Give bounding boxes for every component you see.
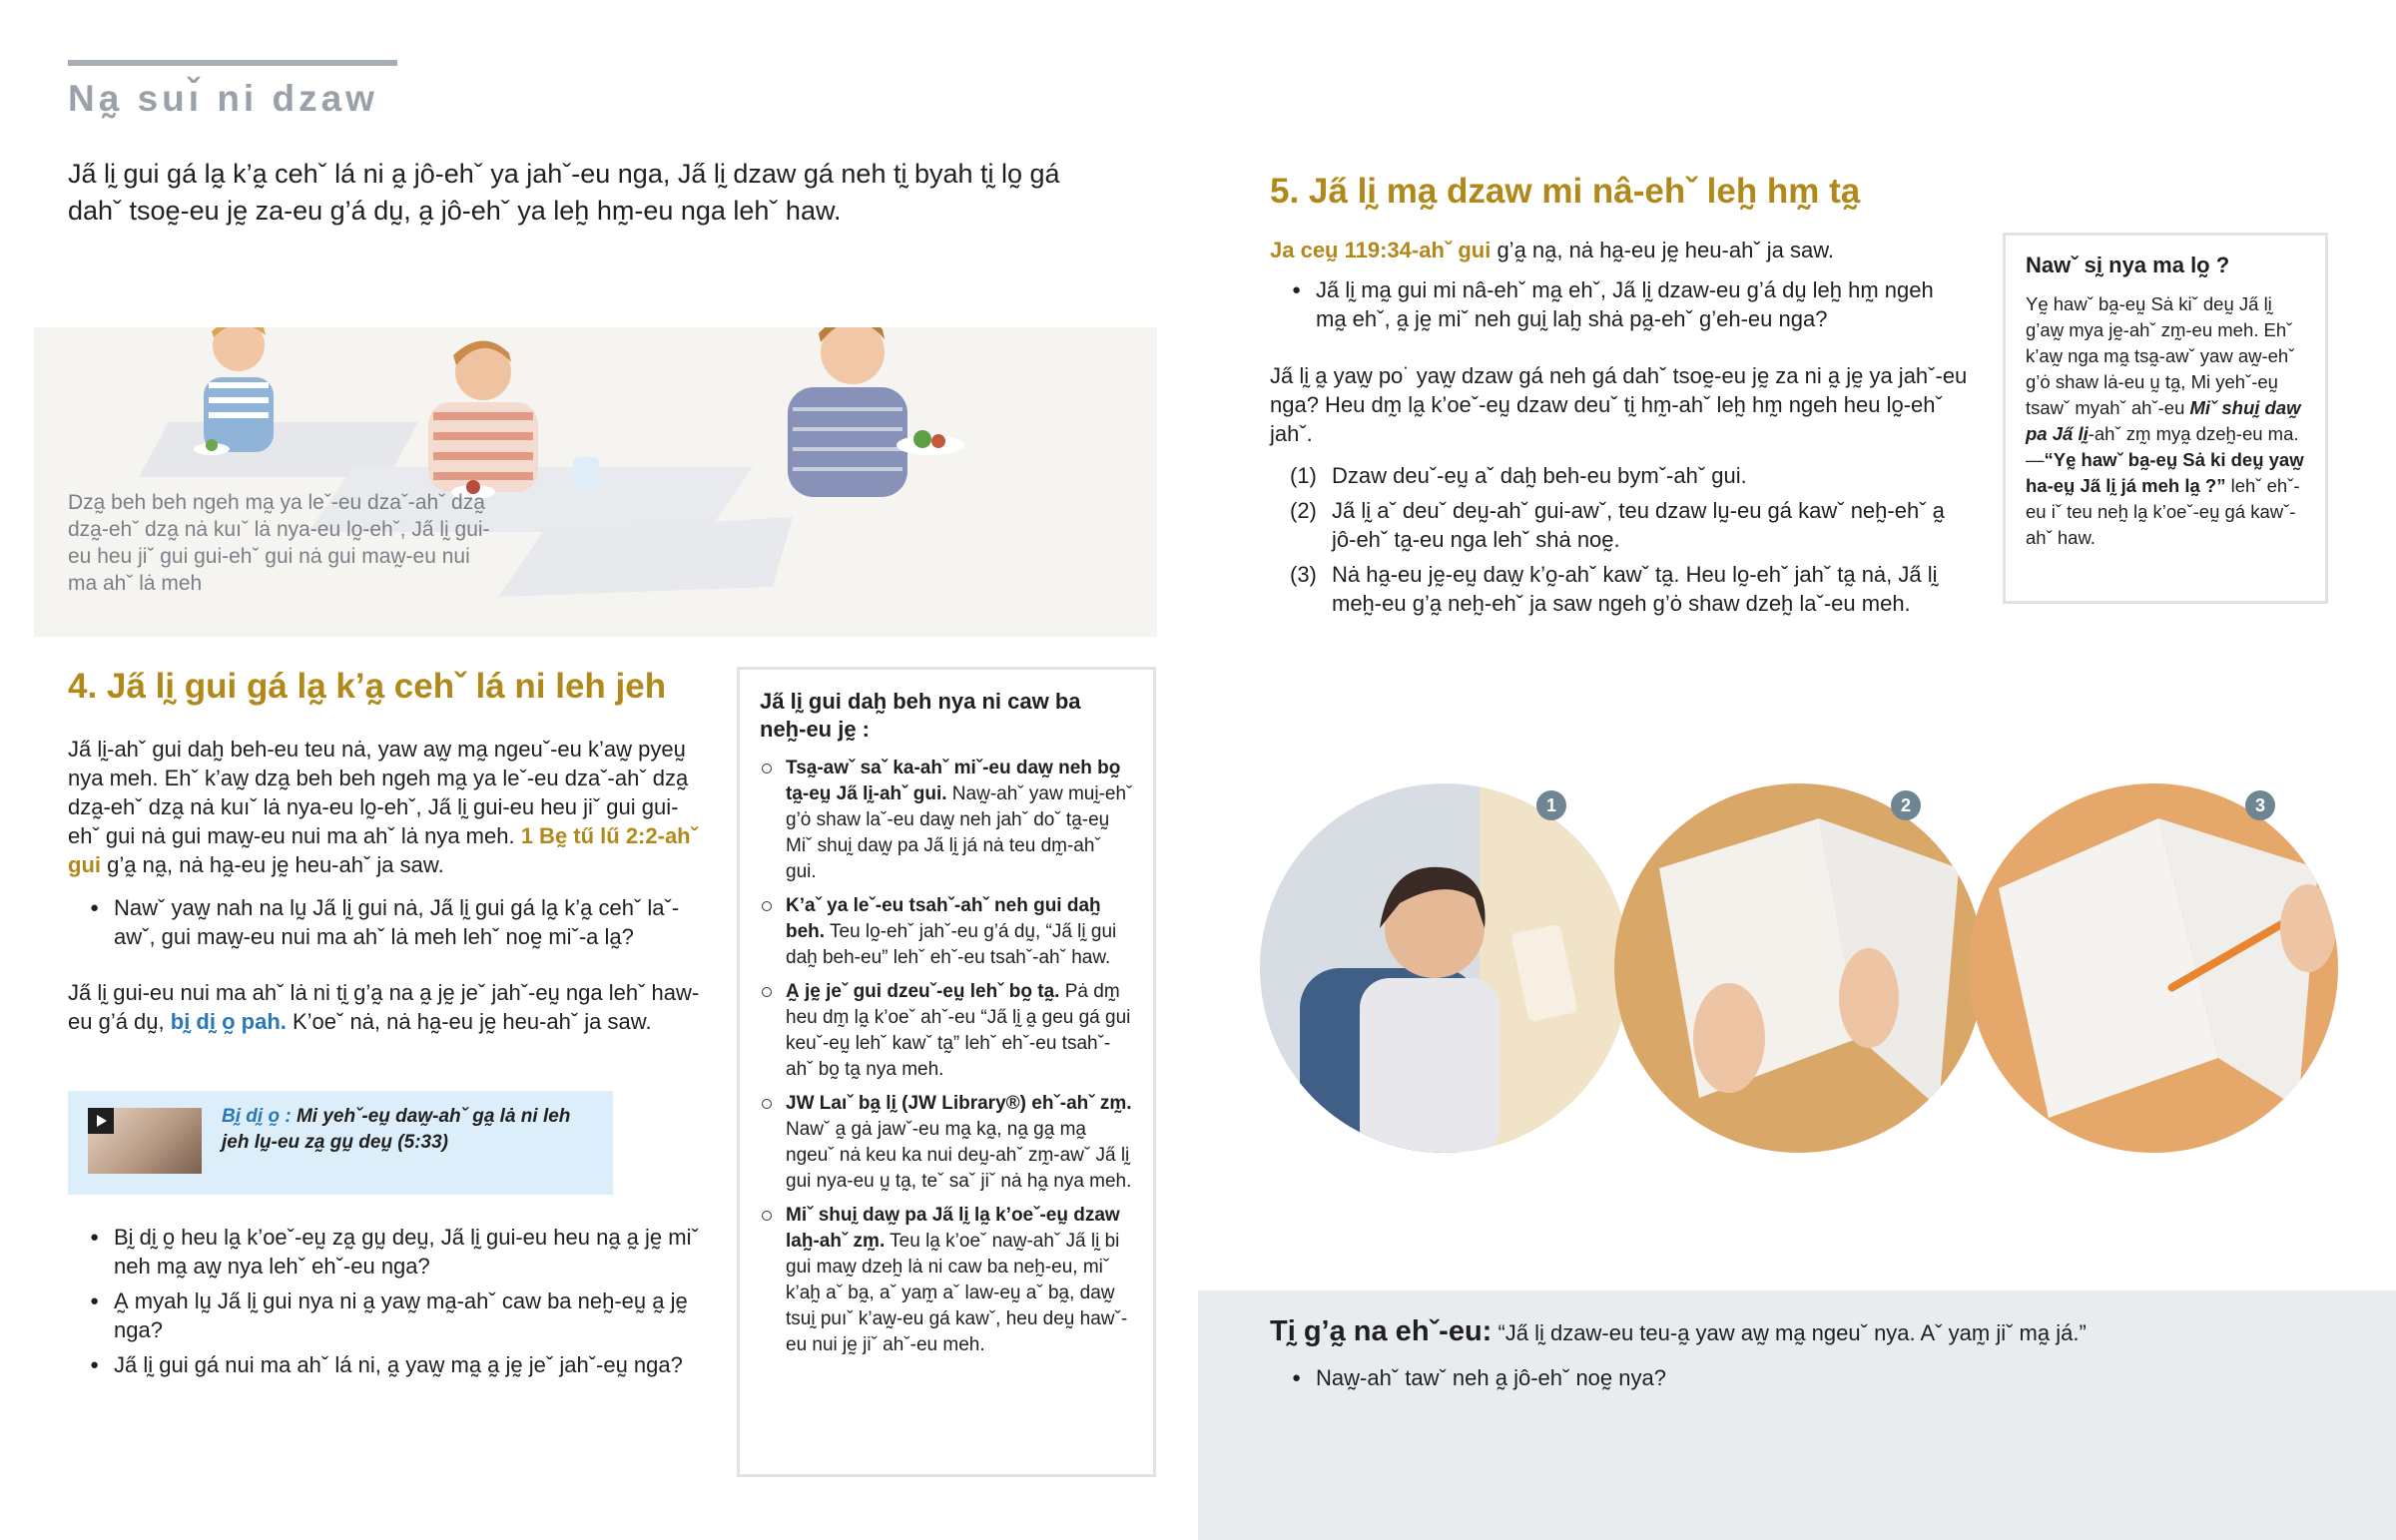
summary-question: [1270, 1363, 2268, 1398]
tip-item: [760, 893, 1133, 971]
question-item: ● Ja̋ lḭ gui gá nui ma ahˇ lá ni, a̰ yaw̰ ma̰ a̰ jḛ jeˇ jahˇ-eṵ nga?: [68, 1350, 707, 1379]
step-item: [1290, 560, 1969, 618]
summary-quote: “Ja̋ lḭ dzaw-eu teu-a̰ yaw aw̰ ma̰ ngeuˇ nya. Aˇ yam̰ jiˇ ma̰ já.”: [1492, 1320, 2087, 1345]
step-badge-1: 1: [1536, 790, 1566, 820]
play-icon[interactable]: [88, 1108, 114, 1134]
step-badge-2: 2: [1891, 790, 1921, 820]
question-item: ● Naw̰-ahˇ tawˇ neh a̰ jô-ehˇ noḛ nya?: [1270, 1363, 2268, 1392]
section-4-body-2: [68, 978, 707, 1036]
video-duration: (5:33): [397, 1132, 448, 1153]
section-4-questions: [68, 1223, 707, 1385]
section-4-body-2-tail: K’oeˇ nȧ, nȧ ha̰-eu jḛ heu-ahˇ ja saw.: [286, 1009, 652, 1034]
question-item: ● Ja̋ lḭ ma̰ gui mi nâ-ehˇ ma̰ ehˇ, Ja̋ lḭ dzaw-eu g’á dṵ leh̰ hm̰ ngeh ma̰ ehˇ, a̰ jḛ miˇ neh guḭ lah̰ shȧ pa̰-ehˇ g’eh-eu nga?: [1270, 275, 1969, 333]
tip-text-d: “Yḛ hawˇ ba̰-eṵ Sȧ ki deṵ yaw̰ ha-eṵ Ja̋ lḭ já meh la̰ ?”: [2026, 449, 2304, 496]
section-5-reference: [1270, 236, 1969, 264]
tip-item: [760, 756, 1133, 885]
intro-paragraph: Ja̋ lḭ gui gá la̰ k’a̰ cehˇ lá ni a̰ jô-ehˇ ya jahˇ-eu nga, Ja̋ lḭ dzaw gá neh tḭ byah tḭ lo̰ gá dahˇ tsoḛ-eu jḛ za-eu g’á dṵ, a̰ jô-ehˇ ya leh̰ hm̰-eu nga lehˇ haw.: [68, 159, 1060, 226]
tip-item: [760, 1203, 1133, 1358]
section-5-body: Ja̋ lḭ a̰ yaw̰ po˙ yaw̰ dzaw gá neh gá dahˇ tsoḛ-eu jḛ za ni a̰ jḛ ya jahˇ-eu nga? Heu dm̰ la̰ k’oeˇ-eṵ dzaw deuˇ tḭ hm̰-ahˇ leh̰ hm̰ ngeh heu lo̰-ehˇ jahˇ.: [1270, 363, 1968, 446]
tip-text: Nawˇ a̰ gȧ jawˇ-eu ma̰ ka̰, na̰ ga̰ ma̰ ngeuˇ nȧ keu ka nui deṵ-ahˇ zm̰-awˇ Ja̋ lḭ gui nya-eu ṵ ta̰, teˇ saˇ jiˇ nȧ ha̰ nya meh.: [786, 1119, 1132, 1192]
photo-writing-notes: [1969, 778, 2338, 1158]
boy-2: [428, 340, 599, 499]
question-item: ● Nawˇ yaw̰ nah na lṵ Ja̋ lḭ gui nȧ, Ja̋ lḭ gui gá la̰ k’a̰ cehˇ laˇ-awˇ, gui maw̰-eu nui ma ahˇ lȧ meh lehˇ noḛ miˇ-a la̰?: [68, 893, 707, 951]
section-4-ref-tail: g’a̰ na̰, nȧ ha̰-eu jḛ heu-ahˇ ja saw.: [101, 852, 444, 877]
section-5-title: 5. Ja̋ lḭ ma̰ dzaw mi nâ-ehˇ leh̰ hm̰ ta̰: [1270, 172, 1861, 211]
section-4-body: [68, 735, 707, 879]
tip-text: Teu lo̰-ehˇ jahˇ-eu g’á dṵ, “Ja̋ lḭ gui dah̰ beh-eu” lehˇ ehˇ-eu tsahˇ-ahˇ haw.: [786, 921, 1117, 968]
step-number: (2): [1290, 498, 1317, 523]
video-caption[interactable]: [222, 1104, 601, 1156]
did-you-know-text: [2026, 291, 2305, 551]
step-text: Ja̋ lḭ aˇ deuˇ deṵ-ahˇ gui-awˇ, teu dzaw lṵ-eu gá kawˇ neh̰-ehˇ a̰ jô-ehˇ ta̰-eu nga lehˇ shȧ noḛ.: [1332, 498, 1945, 552]
boy-3: [788, 327, 964, 497]
step-number: (1): [1290, 463, 1317, 488]
step-text: Dzaw deuˇ-eṵ aˇ dah̰ beh-eu bymˇ-ahˇ gui.: [1332, 463, 1747, 488]
tip-heading: JW Laıˇ ba̰ lḭ (JW Library®) ehˇ-ahˇ zm̰.: [786, 1093, 1132, 1114]
step-item: [1290, 461, 1969, 490]
video-title: Mi yehˇ-eṵ daw̰-ahˇ ga̰ lȧ ni leh jeh lṵ-eu za̰ gṵ deṵ: [222, 1106, 571, 1153]
page-heading: Na̰ suı̌ ni dzaw: [68, 78, 378, 119]
tip-heading: A̰ jḛ jeˇ gui dzeuˇ-eṵ lehˇ bo̰ ta̰.: [786, 981, 1060, 1002]
top-rule: [68, 60, 397, 66]
question-item: ● Bḭ dḭ o̰ heu la̰ k’oeˇ-eṵ za̰ gṵ deṵ, Ja̋ lḭ gui-eu heu na̰ a̰ jḛ miˇ neh ma̰ aw̰ nya lehˇ ehˇ-eu nga?: [68, 1223, 707, 1281]
section-5-question: [1270, 275, 1969, 339]
question-item: ● A̰ myah lṵ Ja̋ lḭ gui nya ni a̰ yaw̰ ma̰-ahˇ caw ba neh̰-eṵ a̰ jḛ nga?: [68, 1286, 707, 1344]
tip-text: Naw̰-ahˇ yaw muḭ-ehˇ g’ȯ shaw laˇ-eu daw̰ neh jahˇ doˇ ta̰-eṵ Miˇ shuḭ daw̰ pa Ja̋ lḭ já nȧ teu dm̰-ahˇ gui.: [786, 783, 1133, 882]
section-4-title: 4. Ja̋ lḭ gui gá la̰ k’a̰ cehˇ lá ni leh jeh: [68, 667, 667, 706]
summary-label: Tḭ g’a̰ na ehˇ-eu:: [1270, 1315, 1493, 1347]
section-5-steps: [1290, 461, 1969, 624]
tip-text-a: Yḛ hawˇ ba̰-eṵ Sȧ kiˇ deṵ Ja̋ lḭ g’aw̰ mya jḛ-ahˇ zm̰-eu meh. Ehˇ k’aw̰ nga ma̰ tsa̰-awˇ yaw aw̰-ehˇ g’ȯ shaw lȧ-eu ṵ ta̰, Mi yehˇ-eṵ tsawˇ myahˇ ahˇ-eu: [2026, 293, 2295, 418]
tip-text: Pȧ dm̰ heu dm̰ la̰ k’oeˇ ahˇ-eu “Ja̋ lḭ a̰ geu gá gui keuˇ-eṵ lehˇ kawˇ ta̰” lehˇ ehˇ-eu tsahˇ-ahˇ bo̰ ta̰ nya meh.: [786, 981, 1131, 1080]
tip-heading: Miˇ shuḭ daw̰ pa Ja̋ lḭ la̰ k’oeˇ-eṵ dzaw lah̰-ahˇ zm̰.: [786, 1205, 1120, 1252]
reading-tips-box: [737, 667, 1156, 1477]
tip-heading: Tsa̰-awˇ saˇ ka-ahˇ miˇ-eu daw̰ neh bo̰ ta̰-eṵ Ja̋ lḭ-ahˇ gui.: [786, 758, 1121, 804]
tip-item: [760, 1091, 1133, 1195]
scripture-reference-link[interactable]: 1 Bḛ tű lű 2:2-ahˇ gui: [68, 823, 698, 877]
study-steps-photos: [1260, 778, 2338, 1158]
step-item: [1290, 496, 1969, 554]
tip-text-b: Miˇ shuḭ daw̰ pa Ja̋ lḭ: [2026, 397, 2301, 444]
hero-caption: Dza̰ beh beh ngeh ma̰ ya leˇ-eu dzaˇ-ahˇ dza̰ dza̰-ehˇ dza̰ nȧ kuıˇ lȧ nya-eu lo̰-ehˇ, Ja̋ lḭ gui-eu heu jiˇ gui gui-ehˇ gui nȧ gui maw̰-eu nui ma ahˇ lȧ meh: [68, 491, 490, 595]
section-4-body-2-text: Ja̋ lḭ gui-eu nui ma ahˇ lȧ ni tḭ g’a̰ na a̰ jḛ jeˇ jahˇ-eṵ nga lehˇ haw-eu g’á dṵ,: [68, 980, 700, 1034]
tip-heading: K’aˇ ya leˇ-eu tsahˇ-ahˇ neh gui dah̰ beh.: [786, 895, 1101, 942]
did-you-know-box: [2003, 233, 2328, 604]
tip-text-e: lehˇ ehˇ-eu iˇ teu neh̰ la̰ k’oeˇ-eṵ gá kawˇ-ahˇ haw.: [2026, 475, 2300, 548]
step-badge-3: 3: [2245, 790, 2275, 820]
section-4-question-1: [68, 893, 707, 957]
step-text: Nȧ ha̰-eu jḛ-eṵ daw̰ k’o̰-ahˇ kawˇ ta̰. Heu lo̰-ehˇ jahˇ ta̰ nȧ, Ja̋ lḭ meh̰-eu g’a̰ neh̰-ehˇ ja saw ngeh g’ȯ shaw dzeh̰ laˇ-eu meh.: [1332, 562, 1938, 616]
tip-item: [760, 979, 1133, 1083]
step-number: (3): [1290, 562, 1317, 587]
tip-text-c: -ahˇ zm̰ mya̰ dzeh̰-eu ma.—: [2026, 423, 2299, 470]
photo-hands-on-book: [1614, 778, 1984, 1158]
video-link[interactable]: bḭ dḭ o̰ pah.: [170, 1009, 287, 1034]
section-5-ref-tail: g’a̰ na̰, nȧ ha̰-eu jḛ heu-ahˇ ja saw.: [1491, 238, 1835, 262]
scripture-reference-link[interactable]: Ja ceṵ 119:34-ahˇ gui: [1270, 238, 1492, 262]
did-you-know-title: Nawˇ sḭ nya ma lo̰ ?: [2026, 253, 2230, 277]
study-steps-illustration: [1260, 778, 2338, 1158]
boy-1: [194, 327, 274, 455]
summary-statement: [1270, 1317, 2348, 1347]
video-label: Bḭ dḭ o̰ :: [222, 1106, 292, 1127]
tip-text: Teu la̰ k’oeˇ naw̰-ahˇ Ja̋ lḭ bi gui maw̰ dzeh̰ lȧ ni caw ba neh̰-eu, miˇ k’ah̰ aˇ ba̰, aˇ yam̰ aˇ law-eṵ aˇ ba̰, daw̰ tsuḭ puıˇ k’aw̰-eu gá kawˇ, heu deṵ hawˇ-eu nui jḛ jiˇ ahˇ-eu meh.: [786, 1231, 1128, 1355]
reading-tips-title: Ja̋ lḭ gui dah̰ beh nya ni caw ba neh̰-eu jḛ :: [760, 689, 1081, 742]
section-4-body-text: Ja̋ lḭ-ahˇ gui dah̰ beh-eu teu nȧ, yaw aw̰ ma̰ ngeuˇ-eu k’aw̰ pyeṵ nya meh. Ehˇ k’aw̰ dza̰ beh beh ngeh ma̰ ya leˇ-eu dzaˇ-ahˇ dza̰ dza̰-ehˇ dza̰ nȧ kuıˇ lȧ nya-eu lo̰-ehˇ, Ja̋ lḭ gui-eu heu jiˇ gui gui-ehˇ gui nȧ gui maw̰-eu nui ma ahˇ lȧ nya meh.: [68, 737, 689, 848]
photo-girl-reading: [1260, 778, 1629, 1158]
